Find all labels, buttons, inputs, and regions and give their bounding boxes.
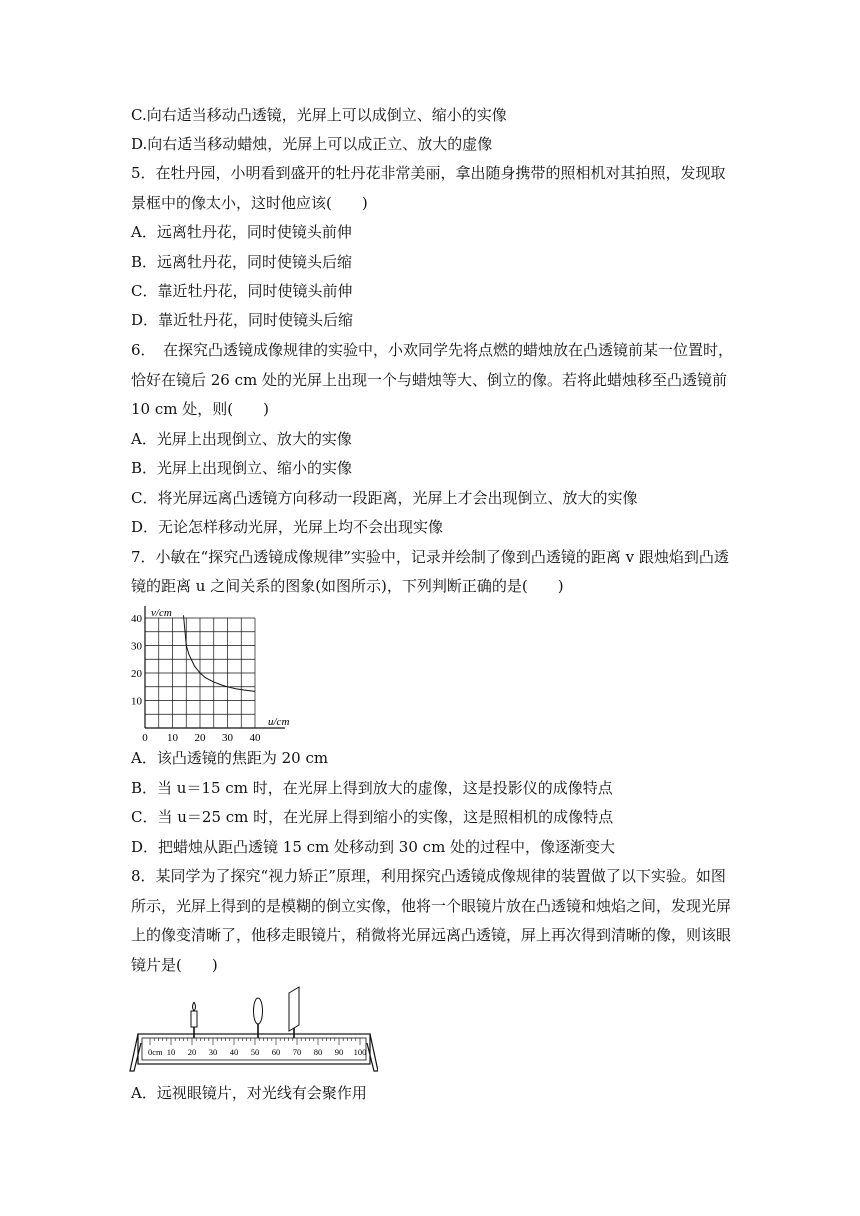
bench-scale-label: 80	[313, 1047, 323, 1057]
question-7-line2: 镜的距离 u 之间关系的图象(如图所示)，下列判断正确的是( )	[131, 577, 564, 595]
question-8-line4: 镜片是( )	[131, 956, 218, 974]
convex-lens-icon	[254, 998, 263, 1038]
y-tick-label: 20	[131, 668, 142, 680]
x-tick-label: 30	[222, 732, 233, 744]
question-8-line2: 所示，光屏上得到的是模糊的倒立实像，他将一个眼镜片放在凸透镜和烛焰之间，发现光屏	[131, 897, 732, 915]
option-7a: A．该凸透镜的焦距为 20 cm	[131, 749, 329, 767]
question-7-line1: 7．小敏在“探究凸透镜成像规律”实验中，记录并绘制了像到凸透镜的距离 v 跟烛焰到凸透	[131, 548, 729, 566]
question-8-line1: 8．某同学为了探究“视力矫正”原理，利用探究凸透镜成像规律的装置做了以下实验。如图	[131, 867, 726, 885]
option-7b: B．当 u＝15 cm 时，在光屏上得到放大的虚像，这是投影仪的成像特点	[131, 779, 613, 797]
option-8a: A．远视眼镜片，对光线有会聚作用	[131, 1084, 367, 1102]
option-5b: B．远离牡丹花，同时使镜头后缩	[131, 253, 353, 271]
x-axis-label: u/cm	[268, 716, 290, 728]
option-6d: D．无论怎样移动光屏，光屏上均不会出现实像	[131, 518, 444, 536]
bench-scale-label: 60	[271, 1047, 281, 1057]
x-tick-label: 40	[249, 732, 261, 744]
chart-grid	[145, 606, 285, 728]
optical-bench-figure	[128, 985, 378, 1075]
chart-series-curve	[184, 615, 256, 691]
bench-scale-label: 50	[250, 1047, 260, 1057]
option-4c: C.向右适当移动凸透镜，光屏上可以成倒立、缩小的实像	[131, 106, 507, 124]
bench-scale-label: 0cm	[148, 1047, 163, 1057]
y-tick-label: 30	[131, 640, 142, 653]
option-7c: C．当 u＝25 cm 时，在光屏上得到缩小的实像，这是照相机的成像特点	[131, 808, 614, 826]
candle-icon	[191, 1002, 197, 1038]
x-tick-label: 20	[194, 732, 206, 744]
bench-scale-label: 100	[353, 1047, 367, 1057]
option-6c: C．将光屏远离凸透镜方向移动一段距离，光屏上才会出现倒立、放大的实像	[131, 489, 638, 507]
x-tick-label: 0	[142, 732, 148, 744]
y-axis-label: v/cm	[151, 607, 172, 619]
question-6-line3: 10 cm 处，则( )	[131, 400, 269, 418]
option-4d: D.向右适当移动蜡烛，光屏上可以成正立、放大的虚像	[131, 135, 493, 153]
bench-scale-label: 30	[208, 1047, 218, 1057]
option-7d: D．把蜡烛从距凸透镜 15 cm 处移动到 30 cm 处的过程中，像逐渐变大	[131, 838, 616, 856]
y-tick-label: 10	[131, 695, 142, 708]
question-6-line2: 恰好在镜后 26 cm 处的光屏上出现一个与蜡烛等大、倒立的像。若将此蜡烛移至凸透镜前	[131, 371, 728, 389]
v-u-graph	[125, 602, 305, 744]
x-tick-label: 10	[167, 732, 178, 744]
bench-scale-label: 70	[292, 1047, 302, 1057]
bench-scale-label: 20	[187, 1047, 197, 1057]
bench-scale-label: 90	[334, 1047, 344, 1057]
question-5-line2: 景框中的像太小，这时他应该( )	[131, 194, 368, 212]
light-screen-icon	[289, 987, 299, 1038]
option-5c: C．靠近牡丹花，同时使镜头前伸	[131, 282, 353, 300]
option-5a: A．远离牡丹花，同时使镜头前伸	[131, 223, 352, 241]
option-6b: B．光屏上出现倒立、缩小的实像	[131, 459, 353, 477]
question-8-line3: 上的像变清晰了，他移走眼镜片，稍微将光屏远离凸透镜，屏上再次得到清晰的像，则该眼	[131, 926, 732, 944]
question-5-line1: 5．在牡丹园，小明看到盛开的牡丹花非常美丽，拿出随身携带的照相机对其拍照，发现取	[131, 164, 726, 182]
y-tick-label: 40	[131, 613, 142, 625]
bench-scale-label: 10	[166, 1047, 176, 1057]
question-6-line1: 6． 在探究凸透镜成像规律的实验中，小欢同学先将点燃的蜡烛放在凸透镜前某一位置时，	[131, 341, 734, 359]
option-5d: D．靠近牡丹花，同时使镜头后缩	[131, 311, 354, 329]
option-6a: A．光屏上出现倒立、放大的实像	[131, 430, 352, 448]
bench-scale-label: 40	[229, 1047, 239, 1057]
